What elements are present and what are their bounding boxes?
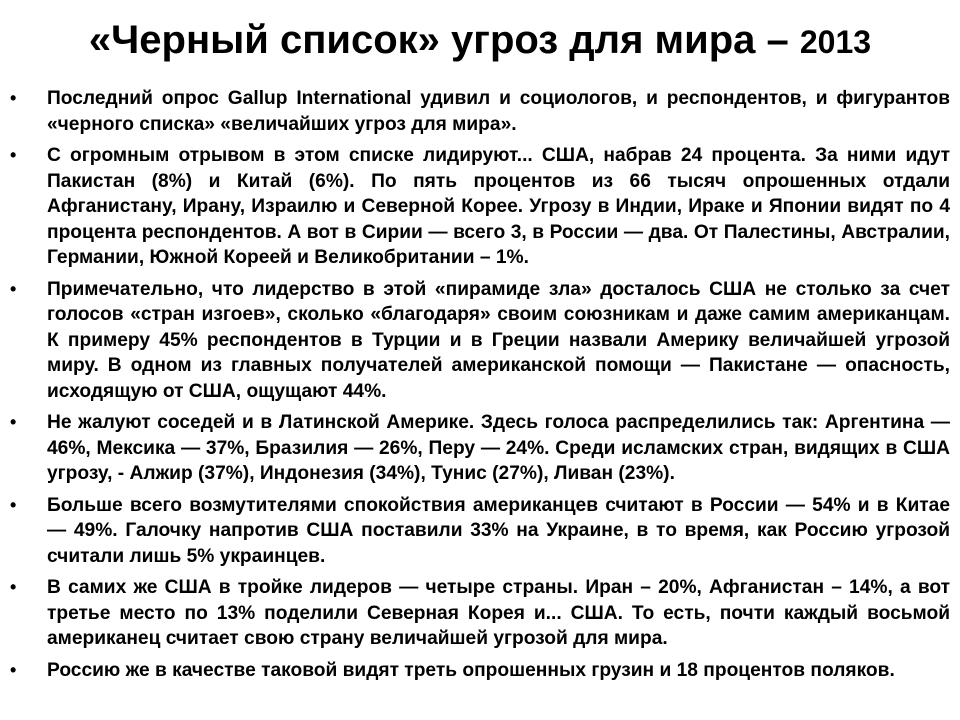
bullet-text: В самих же США в тройке лидеров — четыре страны. Иран – 20%, Афганистан – 14%, а вот третье место по 13% поделили Северная Корея и... США. То есть, почти каждый восьмой американец считает свою страну величайшей угрозой для мира. xyxy=(47,577,950,649)
bullet-dot-icon: • xyxy=(10,412,17,432)
bullet-text: Россию же в качестве таковой видят треть опрошенных грузин и 18 процентов поляков. xyxy=(47,659,895,681)
bullet-item xyxy=(10,86,950,137)
bullet-list xyxy=(10,86,950,689)
bullet-item xyxy=(10,575,950,652)
bullet-dot-icon: • xyxy=(10,577,17,597)
bullet-dot-icon: • xyxy=(10,88,17,108)
bullet-dot-icon: • xyxy=(10,278,17,299)
bullet-text: Последний опрос Gallup International удивил и социологов, и респондентов, и фигурантов «черного списка» «величайших угроз для мира». xyxy=(47,88,950,135)
bullet-dot-icon: • xyxy=(10,145,17,165)
slide-title-text: «Черный список» угроз для мира – xyxy=(88,18,789,62)
bullet-text: С огромным отрывом в этом списке лидируют... США, набрав 24 процента. За ними идут Пакистан (8%) и Китай (6%). По пять процентов из 66 тысяч опрошенных отдали Афганистану, Ирану, Израилю и Северной Корее. Угрозу в Индии, Ираке и Японии видят по 4 процента респондентов. А вот в Сирии — всего 3, в России — два. От Палестины, Австралии, Германии, Южной Кореей и Великобритании – 1%. xyxy=(47,145,950,268)
bullet-text: Примечательно, что лидерство в этой «пирамиде зла» досталось США не столько за счет голосов «стран изгоев», сколько «благодаря» своим союзникам и даже самим американцам. К примеру 45% респондентов в Турции и в Греции назвали Америку величайшей угрозой миру. В одном из главных получателей американской помощи — Пакистане — опасность, исходящую от США, ощущают 44%. xyxy=(47,278,950,402)
bullet-item xyxy=(10,493,950,570)
bullet-dot-icon: • xyxy=(10,494,17,515)
bullet-item xyxy=(10,277,950,405)
slide-title xyxy=(0,14,960,68)
bullet-item xyxy=(10,410,950,487)
bullet-item xyxy=(10,658,950,684)
bullet-item xyxy=(10,143,950,271)
bullet-dot-icon: • xyxy=(10,659,17,680)
bullet-text: Не жалуют соседей и в Латинской Америке. Здесь голоса распределились так: Аргентина — 46%, Мексика — 37%, Бразилия — 26%, Перу — 24%. Среди исламских стран, видящих в США угрозу, - Алжир (37%), Индонезия (34%), Тунис (27%), Ливан (23%). xyxy=(47,412,950,484)
slide-title-year: 2013 xyxy=(799,24,872,60)
bullet-text: Больше всего возмутителями спокойствия американцев считают в России — 54% и в Китае — 49%. Галочку напротив США поставили 33% на Украине, в то время, как Россию угрозой считали лишь 5% украинцев. xyxy=(47,494,950,567)
